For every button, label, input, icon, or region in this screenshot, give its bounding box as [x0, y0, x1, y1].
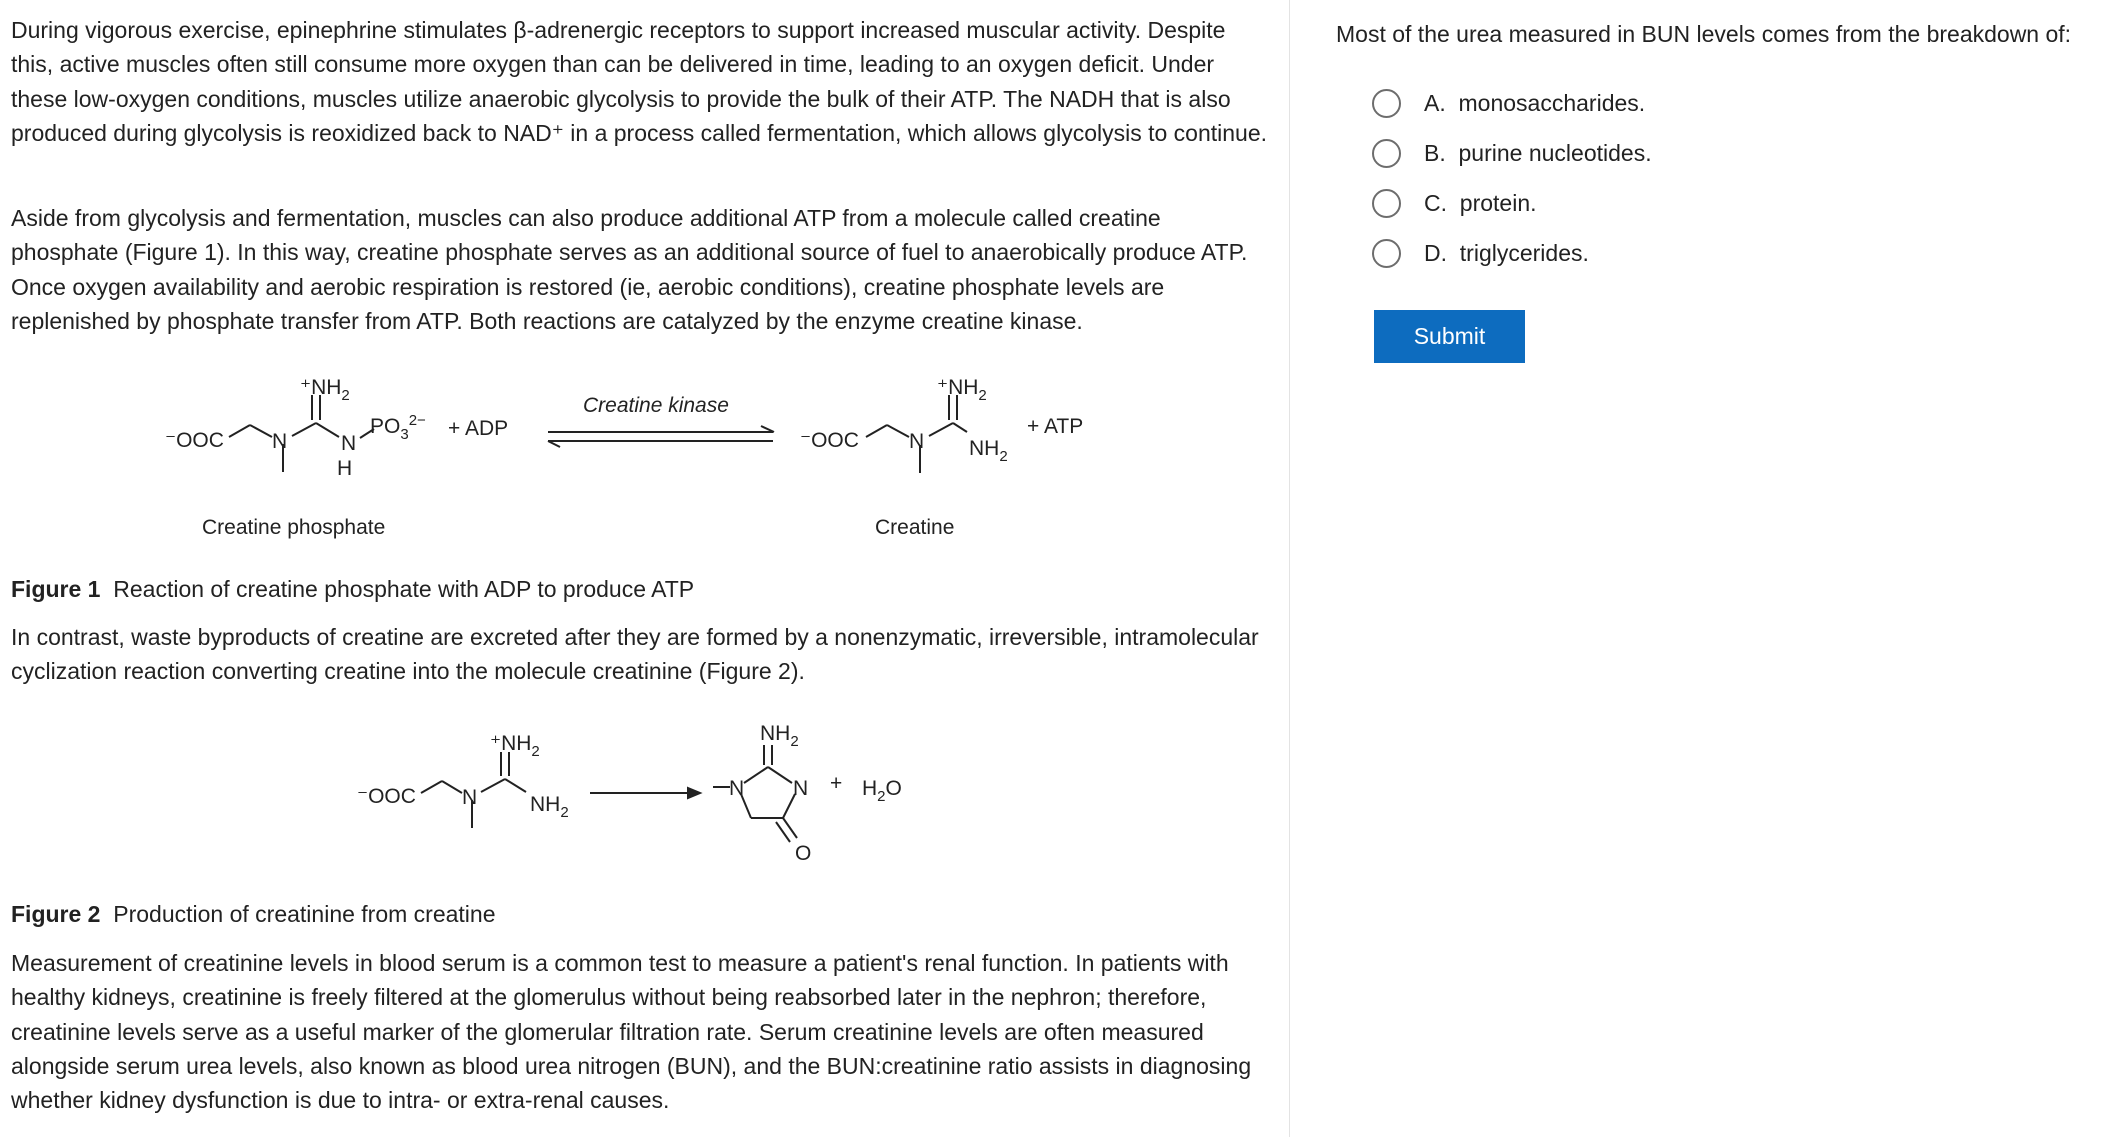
svg-text:N: N: [729, 777, 745, 800]
choice-d-label: D. triglycerides.: [1424, 239, 1589, 266]
svg-text:⁺NH2: $^+NH_2$: [937, 376, 987, 404]
radio-circle-icon[interactable]: [1372, 189, 1401, 218]
choice-c-label: C. protein.: [1424, 189, 1537, 216]
svg-text:⁺NH2: $^+NH_2$: [300, 376, 350, 404]
svg-text:⁻OOC: ⁻OOC: [800, 429, 859, 452]
figure-2-caption-text: Production of creatinine from creatine: [113, 901, 496, 927]
plus-water-label: +: [830, 772, 843, 795]
passage-paragraph-1: During vigorous exercise, epinephrine stimulates β-adrenergic receptors to support increased muscular activity. Despite this, active muscles often still consume more oxygen than can be delivered in time, leading to an oxygen deficit. Under these low-oxygen conditions, muscles utilize anaerobic glycolysis to provide the bulk of their ATP. The NADH that is also produced during glycolysis is reoxidized back to NAD⁺ in a process called fermentation, which allows glycolysis to continue.: [11, 17, 1268, 146]
choice-b[interactable]: [1372, 135, 1652, 171]
figure-1-label: Figure 1: [11, 576, 101, 602]
svg-text:NH2: $NH_2$: [530, 793, 569, 821]
passage-paragraph-3: In contrast, waste byproducts of creatine are excreted after they are formed by a nonenzymatic, irreversible, intramolecular cyclization reaction converting creatine into the molecule creatinine (Figure 2).: [11, 624, 1259, 685]
enzyme-label: Creatine kinase: [583, 394, 729, 417]
svg-text:⁺NH2: $^+NH_2$: [490, 732, 540, 760]
figure-1-caption-text: Reaction of creatine phosphate with ADP to produce ATP: [113, 576, 695, 602]
figure-1-caption: [11, 574, 694, 604]
svg-text:N: N: [462, 786, 478, 809]
choice-c[interactable]: [1372, 185, 1537, 221]
plus-atp-label: + ATP: [1027, 415, 1084, 438]
creatine-label: Creatine: [875, 516, 955, 539]
svg-text:N: N: [909, 430, 925, 453]
svg-text:NH2: $NH_2$: [760, 722, 799, 750]
choice-d[interactable]: [1372, 235, 1589, 271]
question-pane: [1290, 0, 2106, 1137]
plus-adp-label: + ADP: [448, 417, 509, 440]
svg-text:N: N: [272, 430, 288, 453]
svg-text:H: H: [337, 457, 353, 480]
svg-text:N: N: [341, 432, 357, 455]
svg-text:O: O: [795, 842, 812, 865]
choice-a-label: A. monosaccharides.: [1424, 89, 1646, 116]
figure-2-caption: [11, 899, 496, 929]
figure-2-label: Figure 2: [11, 901, 101, 927]
submit-button[interactable]: Submit: [1374, 310, 1525, 363]
figure-1-reaction-scheme: [0, 370, 1290, 560]
radio-circle-icon[interactable]: [1372, 139, 1401, 168]
passage-paragraph-4: Measurement of creatinine levels in blood serum is a common test to measure a patient's renal function. In patients with healthy kidneys, creatinine is freely filtered at the glomerulus without being reabsorbed later in the nephron; therefore, creatinine levels serve as a useful marker of the glomerular filtration rate. Serum creatinine levels are often measured alongside serum urea levels, also known as blood urea nitrogen (BUN), and the BUN:creatinine ratio assists in diagnosing whether kidney dysfunction is due to intra- or extra-renal causes.: [11, 950, 1252, 1114]
radio-circle-icon[interactable]: [1372, 89, 1401, 118]
choice-a[interactable]: [1372, 85, 1645, 121]
passage-paragraph-2: Aside from glycolysis and fermentation, muscles can also produce additional ATP from a molecule called creatine phosphate (Figure 1). In this way, creatine phosphate serves as an additional source of fuel to anaerobically produce ATP. Once oxygen availability and aerobic respiration is restored (ie, aerobic conditions), creatine phosphate levels are replenished by phosphate transfer from ATP. Both reactions are catalyzed by the enzyme creatine kinase.: [11, 205, 1248, 334]
svg-text:⁻OOC: ⁻OOC: [357, 785, 416, 808]
svg-text:H2O: $H_2O$: [862, 777, 902, 805]
figure-2-cyclization-scheme: [0, 710, 1290, 870]
choice-b-label: B. purine nucleotides.: [1424, 139, 1652, 166]
svg-text:NH2: $NH_2$: [969, 437, 1008, 465]
radio-circle-icon[interactable]: [1372, 239, 1401, 268]
question-stem: Most of the urea measured in BUN levels comes from the breakdown of:: [1336, 21, 2072, 47]
creatine-phosphate-label: Creatine phosphate: [202, 516, 386, 539]
svg-text:PO32−: $PO_3^{2-}$: [370, 412, 426, 443]
svg-text:⁻OOC: ⁻OOC: [165, 429, 224, 452]
svg-text:N: N: [793, 777, 809, 800]
